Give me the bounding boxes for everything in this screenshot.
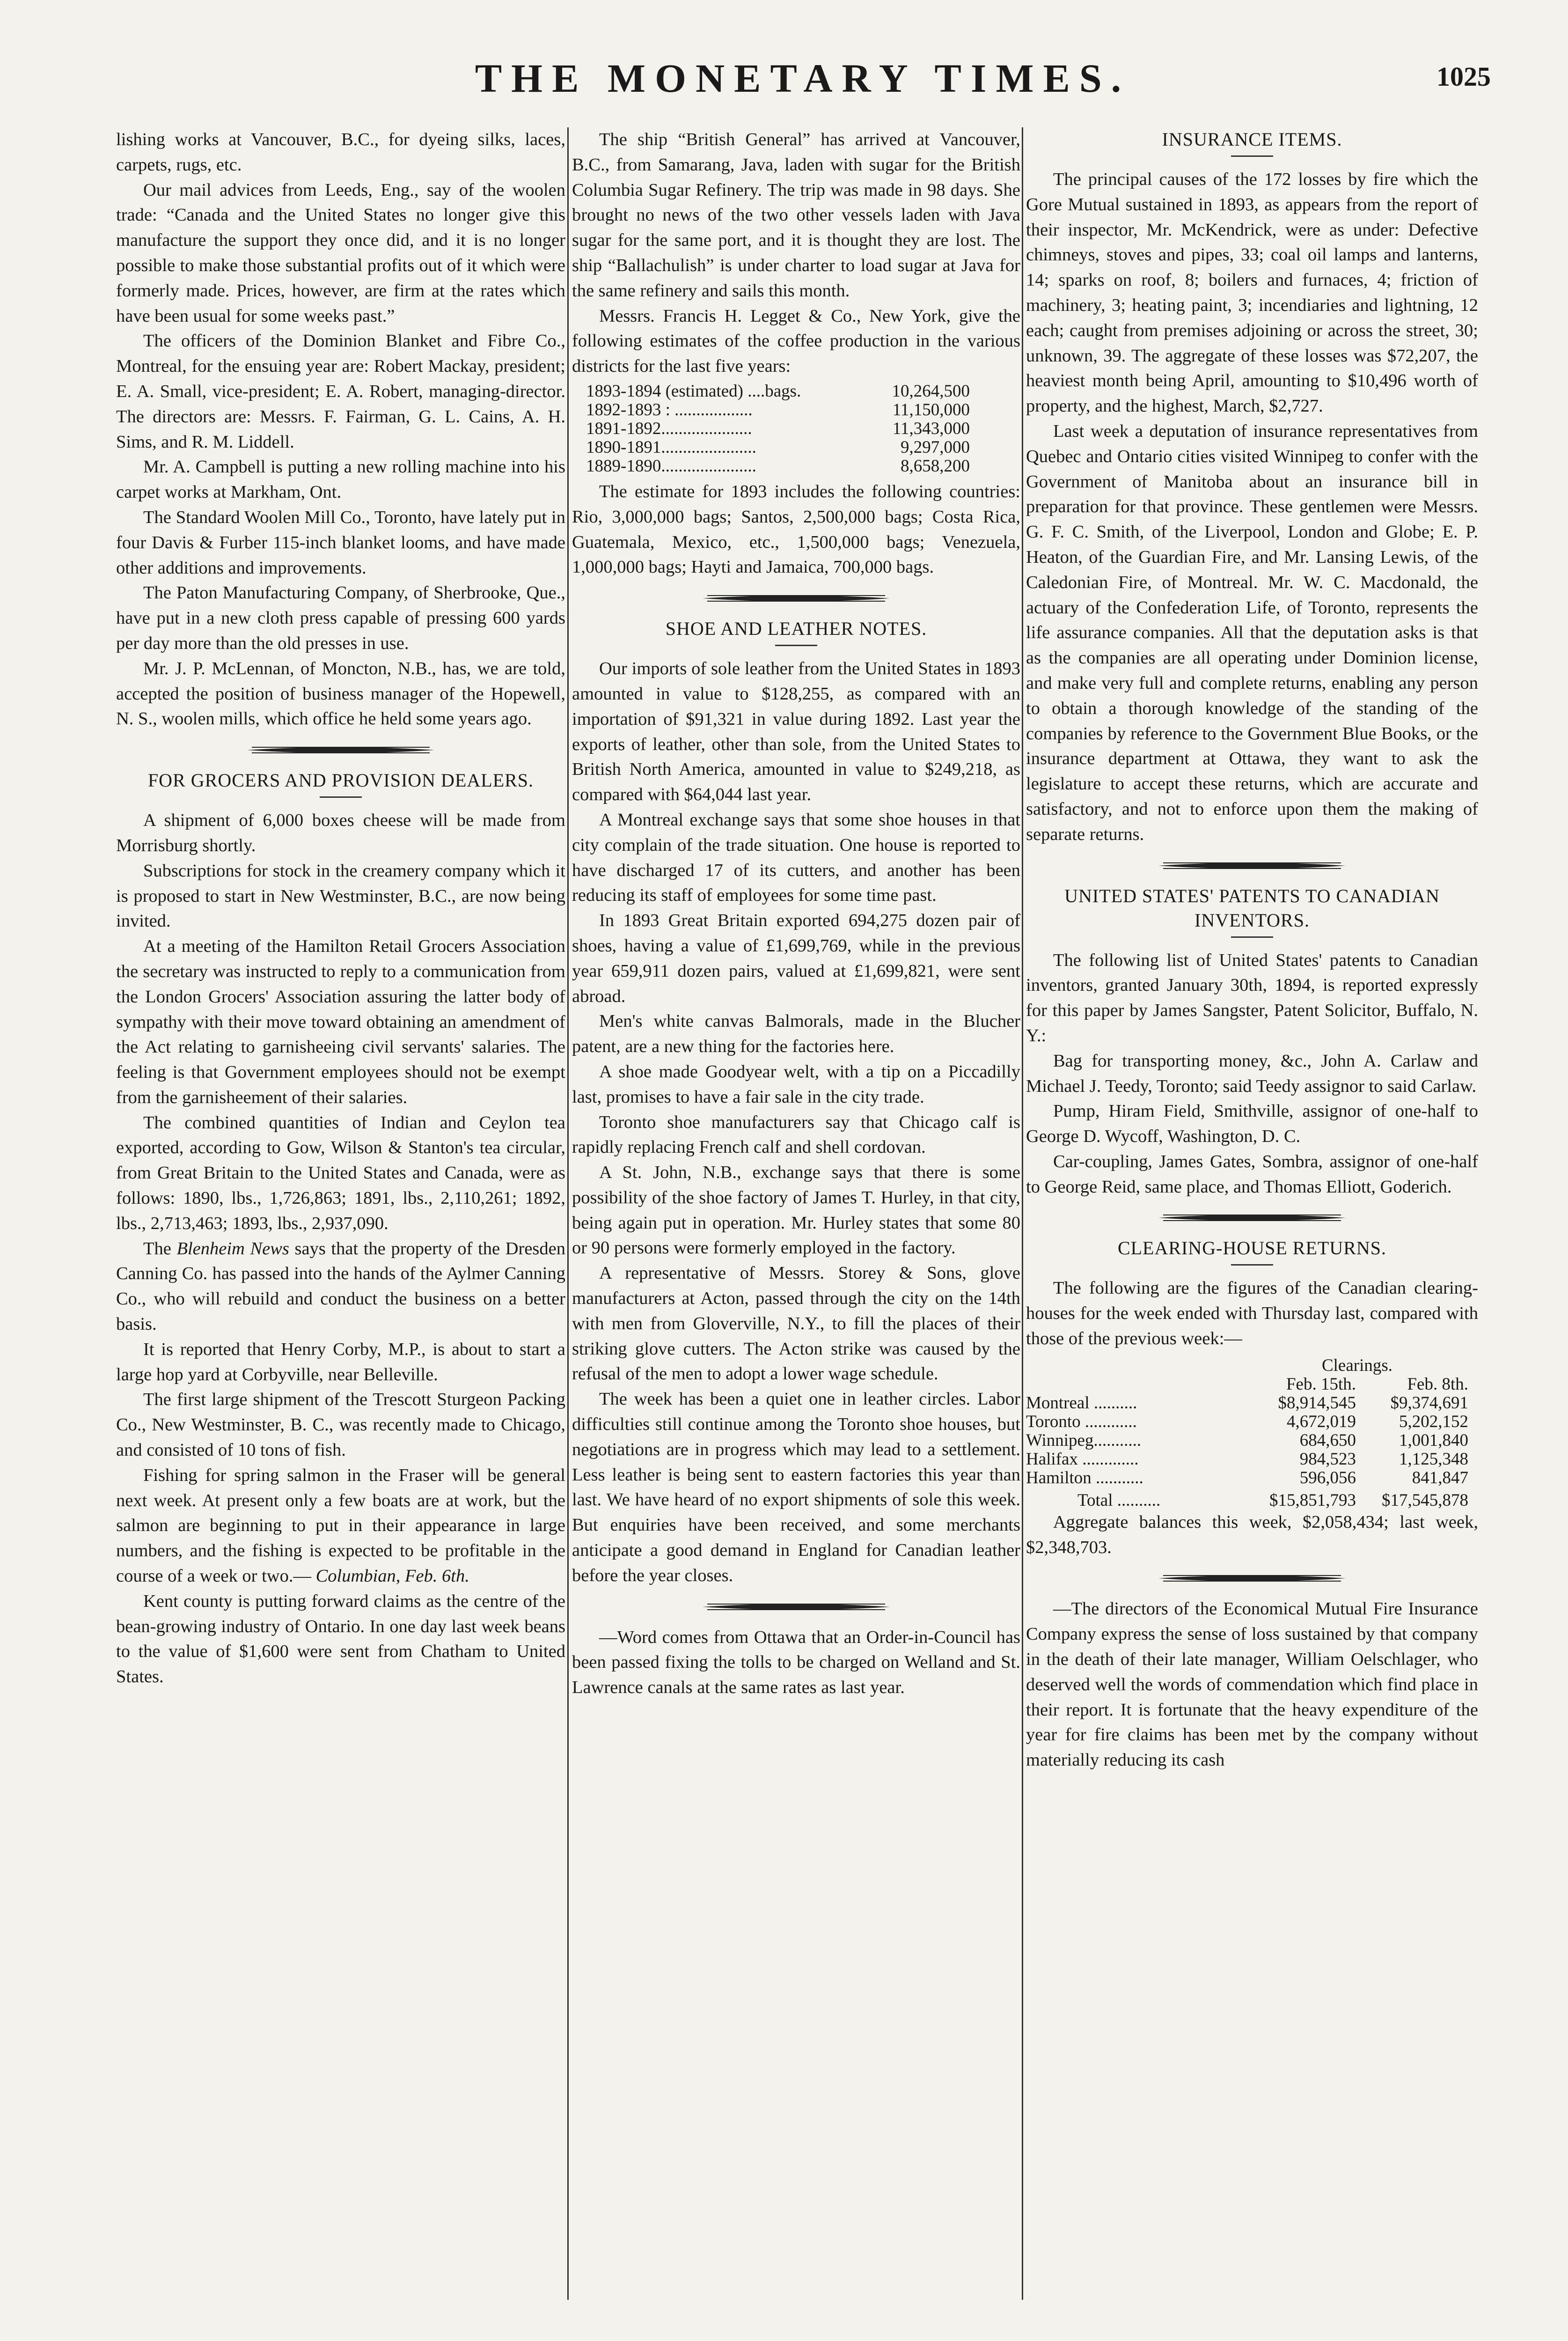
paragraph: The week has been a quiet one in leather circles. Labor difficulties still continue among the Toronto shoe houses, but negotiations are in progress which may lead to a settlement. Less leather is being sent to eastern factories this year than last. We have heard of no export shipments of sole this week. But enquiries have been received, and some merchants anticipate a good demand in England for Canadian leather before the year closes.	[572, 1389, 1020, 1585]
paragraph	[116, 1463, 565, 1589]
clearing-value: $9,374,691	[1390, 1393, 1468, 1413]
section-separator	[572, 580, 1020, 617]
paragraph: Mr. A. Campbell is putting a new rolling machine into his carpet works at Markham, Ont.	[116, 457, 565, 502]
table-total-row	[1026, 1491, 1478, 1510]
row-label: 1892-1893 : ..................	[586, 400, 753, 420]
row-value: 9,297,000	[901, 437, 970, 457]
paragraph: The officers of the Dominion Blanket and Fibre Co., Montreal, for the ensuing year are: Robert Mackay, president; E. A. Small, vice-president; E. A. Robert, managing-director. The directors are: Messrs. F. Fairman, G. L. Cains, A. H. Sims, and R. M. Liddell.	[116, 331, 565, 452]
clearing-value: 1,001,840	[1399, 1430, 1468, 1450]
paragraph: Kent county is putting forward claims as the centre of the bean-growing industry of Ontario. In one day last week beans to the value of $1,600 were sent from Chatham to United States.	[116, 1591, 565, 1687]
clearing-value: $8,914,545	[1278, 1393, 1356, 1413]
source-citation: Columbian, Feb. 6th.	[315, 1566, 469, 1586]
row-value: 11,150,000	[892, 400, 970, 420]
paragraph: In 1893 Great Britain exported 694,275 dozen pair of shoes, having a value of £1,699,769, while in the previous year 659,911 dozen pairs, valued at £1,699,821, were sent abroad.	[572, 911, 1020, 1006]
paragraph: Our mail advices from Leeds, Eng., say of the woolen trade: “Canada and the United States no longer give this manufacture the support they once did, and it is no longer possible to make those substantial profits out of it which were formerly made. Prices, however, are firm at the rates which have been usual for some weeks past.”	[116, 180, 565, 326]
row-label: 1891-1892.....................	[586, 419, 752, 438]
city-name: Montreal ..........	[1026, 1393, 1137, 1413]
paragraph: A shoe made Goodyear welt, with a tip on a Piccadilly last, promises to have a fair sale in the city trade.	[572, 1061, 1020, 1107]
clearing-value: 4,672,019	[1287, 1412, 1356, 1431]
paragraph: Subscriptions for stock in the creamery company which it is proposed to start in New Westminster, B.C., are now being invited.	[116, 861, 565, 931]
column-rule	[567, 127, 569, 2300]
row-label: 1890-1891......................	[586, 438, 756, 457]
paragraph: Mr. J. P. McLennan, of Moncton, N.B., has, we are told, accepted the position of business manager of the Hopewell, N. S., woolen mills, which office he held some years ago.	[116, 658, 565, 729]
section-separator	[1026, 847, 1478, 884]
table-row	[586, 420, 1020, 438]
publication-name: Blenheim News	[176, 1238, 289, 1259]
clearings-label: Clearings.	[1321, 1355, 1393, 1375]
section-separator	[1026, 1560, 1478, 1597]
city-name: Hamilton ...........	[1026, 1468, 1143, 1487]
newspaper-title: THE MONETARY TIMES.	[475, 56, 1131, 101]
row-value: 11,343,000	[892, 419, 970, 438]
paragraph: A St. John, N.B., exchange says that there is some possibility of the shoe factory of James T. Hurley, in that city, being again put in operation. Mr. Hurley states that some 80 or 90 persons were formerly employed in the factory.	[572, 1163, 1020, 1258]
city-name: Toronto ............	[1026, 1412, 1137, 1431]
page-number: 1025	[1436, 61, 1491, 92]
paragraph: —Word comes from Ottawa that an Order-in-Council has been passed fixing the tolls to be charged on Welland and St. Lawrence canals at the same rates as last year.	[572, 1627, 1020, 1698]
section-heading-grocers: FOR GROCERS AND PROVISION DEALERS.	[147, 770, 534, 791]
paragraph: The principal causes of the 172 losses by fire which the Gore Mutual sustained in 1893, as appears from the report of their inspector, Mr. McKendrick, were as under: Defective chimneys, stoves and pipes, 33; coal oil lamps and lanterns, 14; sparks on roof, 8; boilers and furnaces, 4; friction of machinery, 3; heating paint, 3; incendiaries and lightning, 12 each; caught from premises adjoining or across the street, 30; unknown, 39. The aggregate of these losses was $72,207, the heaviest month being April, amounting to $10,496 worth of property, and the highest, March, $2,727.	[1026, 169, 1478, 416]
clearing-value: 5,202,152	[1399, 1412, 1468, 1431]
column-rule	[1022, 127, 1023, 2300]
heading-rule	[775, 645, 817, 646]
clearing-value: 596,056	[1299, 1468, 1356, 1487]
paragraph: It is reported that Henry Corby, M.P., is about to start a large hop yard at Corbyville, near Belleville.	[116, 1339, 565, 1384]
table-header	[1026, 1375, 1478, 1394]
table-row	[1026, 1394, 1478, 1413]
paragraph: lishing works at Vancouver, B.C., for dyeing silks, laces, carpets, rugs, etc.	[116, 130, 565, 175]
clearing-value: 984,523	[1299, 1449, 1356, 1469]
paragraph: Toronto shoe manufacturers say that Chicago calf is rapidly replacing French calf and shell cordovan.	[572, 1112, 1020, 1157]
clearing-value: 1,125,348	[1399, 1449, 1468, 1469]
clearing-value: 684,650	[1299, 1430, 1356, 1450]
table-row	[586, 401, 1020, 420]
section-heading-clearing-house: CLEARING-HOUSE RETURNS.	[1117, 1237, 1387, 1259]
city-name: Winnipeg...........	[1026, 1431, 1142, 1450]
paragraph: The first large shipment of the Trescott Sturgeon Packing Co., New Westminster, B. C., was recently made to Chicago, and consisted of 10 tons of fish.	[116, 1390, 565, 1460]
table-header	[1026, 1356, 1478, 1375]
column-header-feb15: Feb. 15th.	[1286, 1374, 1356, 1394]
paragraph: The Paton Manufacturing Company, of Sherbrooke, Que., have put in a new cloth press capable of pressing 600 yards per day more than the old presses in use.	[116, 583, 565, 653]
table-row	[1026, 1413, 1478, 1431]
paragraph: The Standard Woolen Mill Co., Toronto, have lately put in four Davis & Furber 115-inch blanket looms, and have made other additions and improvements.	[116, 507, 565, 578]
masthead	[105, 52, 1500, 109]
paragraph: At a meeting of the Hamilton Retail Grocers Association the secretary was instructed to reply to a communication from the London Grocers' Association assuring the latter body of sympathy with their move toward obtaining an amendment of the Act relating to garnisheeing civil servants' salaries. The feeling is that Government employees should not be exempt from the garnisheement of their salaries.	[116, 936, 565, 1107]
paragraph: A Montreal exchange says that some shoe houses in that city complain of the trade situation. One house is reported to have discharged 17 of its cutters, and another has been reducing its staff of employees for some time past.	[572, 810, 1020, 905]
paragraph: The following are the figures of the Canadian clearing-houses for the week ended with Thursday last, compared with those of the previous week:—	[1026, 1278, 1478, 1349]
row-label: 1889-1890......................	[586, 456, 756, 476]
table-row	[586, 382, 1020, 401]
total-value: $15,851,793	[1269, 1490, 1356, 1510]
section-separator	[116, 732, 565, 768]
column-header-feb8: Feb. 8th.	[1407, 1374, 1468, 1394]
paragraph: A representative of Messrs. Storey & Sons, glove manufacturers at Acton, passed through the city on the 14th with men from Gloverville, N.Y., to fill the places of their striking glove cutters. The Acton strike was caused by the refusal of the men to adopt a lower wage schedule.	[572, 1263, 1020, 1384]
paragraph: Last week a deputation of insurance representatives from Quebec and Ontario cities visited Winnipeg to confer with the Government of Manitoba about an insurance bill in preparation for that province. These gentlemen were Messrs. G. F. C. Smith, of the Liverpool, London and Globe; E. P. Heaton, of the Guardian Fire, and Mr. Lansing Lewis, of the Caledonian Fire, of Montreal. Mr. W. C. Macdonald, the actuary of the Confederation Life, of Toronto, represents the life assurance companies. All that the deputation asks is that as the companies are all operating under Dominion license, and make very full and complete returns, enabling any person to obtain a thorough knowledge of the standing of the companies by reference to the Government Blue Books, or the insurance department at Ottawa, they want to ask the legislature to accept these returns, which are accurate and satisfactory, and not to enforce upon them the making of separate returns.	[1026, 421, 1478, 844]
column-2	[572, 127, 1020, 2300]
row-value: 10,264,500	[892, 381, 970, 401]
paragraph: Aggregate balances this week, $2,058,434; last week, $2,348,703.	[1026, 1512, 1478, 1557]
section-heading-patents: UNITED STATES' PATENTS TO CANADIAN INVENTORS.	[1064, 885, 1440, 931]
paragraph: The combined quantities of Indian and Ceylon tea exported, according to Gow, Wilson & Stanton's tea circular, from Great Britain to the United States and Canada, were as follows: 1890, lbs., 1,726,863; 1891, lbs., 2,110,261; 1892, lbs., 2,713,463; 1893, lbs., 2,937,090.	[116, 1112, 565, 1233]
section-heading-shoe-leather: SHOE AND LEATHER NOTES.	[665, 618, 927, 640]
row-value: 8,658,200	[901, 456, 970, 476]
table-row	[586, 457, 1020, 476]
paragraph: —The directors of the Economical Mutual Fire Insurance Company express the sense of loss sustained by that company in the death of their late manager, William Oelschlager, who deserved well the words of commendation which find place in their report. It is fortunate that the heavy expenditure of the year for fire claims has been met by the company without materially reducing its cash	[1026, 1599, 1478, 1770]
row-label: 1893-1894 (estimated) ....bags.	[586, 382, 801, 401]
section-separator	[572, 1589, 1020, 1625]
paragraph: Messrs. Francis H. Legget & Co., New York, give the following estimates of the coffee production in the various districts for the last five years:	[572, 306, 1020, 376]
paragraph: Car-coupling, James Gates, Sombra, assignor of one-half to George Reid, same place, and Thomas Elliott, Goderich.	[1026, 1151, 1478, 1197]
table-row	[1026, 1450, 1478, 1469]
text-run: says that the property of the Dresden Canning Co. has passed into the hands of the Aylmer Canning Co., who will rebuild and conduct the business on a better basis.	[116, 1238, 565, 1334]
paragraph: Our imports of sole leather from the United States in 1893 amounted in value to $128,255, as compared with an importation of $91,321 in value during 1892. Last year the exports of leather, other than sole, from the United States to British North America, amounted in value to $249,218, as compared with $64,044 last year.	[572, 659, 1020, 805]
paragraph: A shipment of 6,000 boxes cheese will be made from Morrisburg shortly.	[116, 810, 565, 855]
section-separator	[1026, 1200, 1478, 1236]
column-1	[116, 127, 565, 2300]
heading-rule	[1231, 936, 1273, 938]
clearing-value: 841,847	[1412, 1468, 1468, 1487]
heading-rule	[1231, 1264, 1273, 1266]
paragraph	[116, 1237, 565, 1337]
table-row	[1026, 1469, 1478, 1487]
text-run: The	[143, 1238, 177, 1259]
city-name: Halifax .............	[1026, 1450, 1139, 1469]
paragraph: Bag for transporting money, &c., John A. Carlaw and Michael J. Teedy, Toronto; said Teedy assignor to said Carlaw.	[1026, 1051, 1478, 1096]
paragraph: The ship “British General” has arrived at Vancouver, B.C., from Samarang, Java, laden with sugar for the British Columbia Sugar Refinery. The trip was made in 98 days. She brought no news of the two other vessels laden with Java sugar for the same port, and it is thought they are lost. The ship “Ballachulish” is under charter to load sugar at Java for the same refinery and sails this month.	[572, 130, 1020, 301]
paragraph: The estimate for 1893 includes the following countries: Rio, 3,000,000 bags; Santos, 2,500,000 bags; Costa Rica, Guatemala, Mexico, etc., 1,500,000 bags; Venezuela, 1,000,000 bags; Hayti and Jamaica, 700,000 bags.	[572, 481, 1020, 577]
table-row	[1026, 1431, 1478, 1450]
total-label: Total ..........	[1077, 1491, 1161, 1510]
heading-rule	[320, 796, 362, 798]
clearing-table	[1026, 1356, 1478, 1510]
paragraph: Pump, Hiram Field, Smithville, assignor of one-half to George D. Wycoff, Washington, D. C.	[1026, 1101, 1478, 1147]
section-heading-insurance: INSURANCE ITEMS.	[1162, 129, 1342, 150]
paragraph: Men's white canvas Balmorals, made in the Blucher patent, are a new thing for the factories here.	[572, 1011, 1020, 1057]
total-value: $17,545,878	[1382, 1490, 1468, 1510]
text-run: Fishing for spring salmon in the Fraser will be general next week. At present only a few boats are at work, but the salmon are beginning to put in their appearance in large numbers, and the fishing is expected to be profitable in the course of a week or two.—	[116, 1465, 565, 1586]
heading-rule	[1231, 155, 1273, 157]
coffee-table	[572, 382, 1020, 476]
table-row	[586, 438, 1020, 457]
paragraph: The following list of United States' patents to Canadian inventors, granted January 30th, 1894, is reported expressly for this paper by James Sangster, Patent Solicitor, Buffalo, N. Y.:	[1026, 950, 1478, 1045]
column-3	[1026, 127, 1478, 2300]
